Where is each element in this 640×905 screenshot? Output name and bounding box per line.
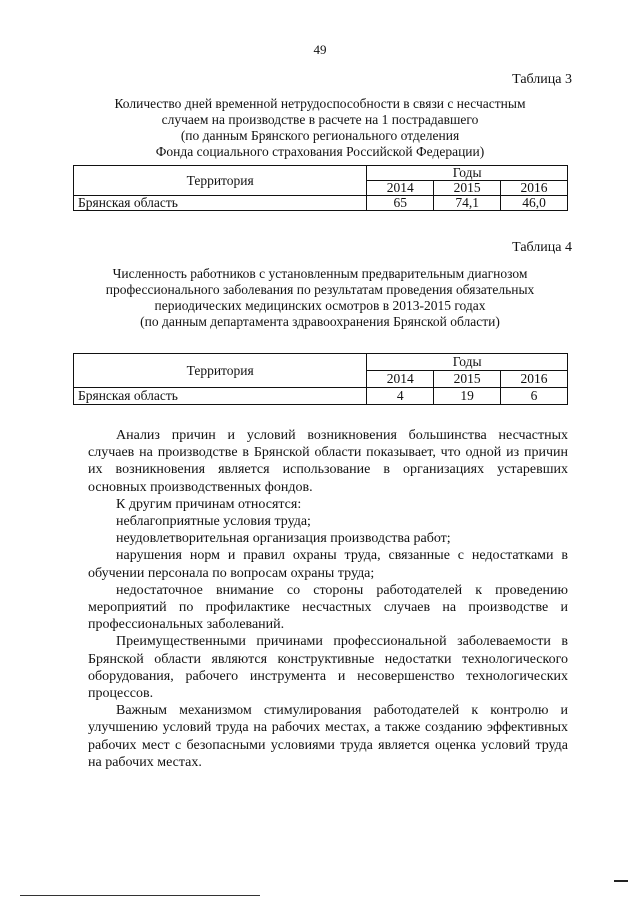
header-year: 2015 (434, 371, 501, 388)
paragraph: Важным механизмом стимулирования работодателей к контролю и улучшению условий труда на рабочих местах, а также созданию эффективных рабочих мест с безопасными условиями труда является оценка условий труда на рабочих местах. (88, 703, 568, 770)
table-row (74, 388, 568, 405)
list-item: неудовлетворительная организация производства работ; (116, 531, 451, 547)
header-year: 2015 (434, 181, 501, 196)
header-year: 2014 (367, 181, 434, 196)
table-3-caption (70, 96, 570, 160)
table-3 (73, 165, 568, 211)
header-year: 2016 (501, 371, 568, 388)
table-4-label: Таблица 4 (512, 240, 572, 255)
row-value: 46,0 (501, 196, 568, 211)
row-value: 6 (501, 388, 568, 405)
table-row (74, 196, 568, 211)
row-territory: Брянская область (74, 196, 367, 211)
footer-divider (20, 895, 260, 896)
list-item: неблагоприятные условия труда; (116, 514, 311, 530)
edge-mark (614, 880, 628, 882)
row-territory: Брянская область (74, 388, 367, 405)
header-territory: Территория (74, 166, 367, 196)
caption-line: (по данным Брянского регионального отделения (180, 128, 460, 143)
table-3-label: Таблица 3 (512, 72, 572, 87)
row-value: 4 (367, 388, 434, 405)
paragraph: Анализ причин и условий возникновения большинства несчастных случаев на производстве в Брянской области показывает, что одной из причин их возникновения является использование в организациях устаревших основных производственных фондов. (88, 428, 568, 495)
list-item: нарушения норм и правил охраны труда, связанные с недостатками в обучении персонала по вопросам охраны труда; (88, 548, 568, 581)
caption-line: профессионального заболевания по результатам проведения обязательных (105, 282, 535, 297)
caption-line: Фонда социального страхования Российской Федерации) (155, 144, 485, 159)
header-territory: Территория (74, 354, 367, 388)
header-year: 2014 (367, 371, 434, 388)
paragraph: К другим причинам относятся: (116, 496, 302, 512)
caption-line: Количество дней временной нетрудоспособности в связи с несчастным (114, 96, 526, 111)
table-4 (73, 353, 568, 405)
header-years: Годы (367, 354, 568, 371)
caption-line: Численность работников с установленным предварительным диагнозом (112, 266, 528, 281)
row-value: 65 (367, 196, 434, 211)
body-text (88, 427, 568, 771)
caption-line: случаем на производстве в расчете на 1 пострадавшего (161, 112, 479, 127)
header-year: 2016 (501, 181, 568, 196)
row-value: 19 (434, 388, 501, 405)
caption-line: (по данным департамента здравоохранения Брянской области) (140, 314, 500, 329)
row-value: 74,1 (434, 196, 501, 211)
paragraph: Преимущественными причинами профессиональной заболеваемости в Брянской области являются конструктивные недостатки технологического оборудования, рабочего инструмента и несовершенство технологических процессов. (88, 634, 568, 702)
header-years: Годы (367, 166, 568, 181)
page-number: 49 (313, 42, 327, 57)
list-item: недостаточное внимание со стороны работодателей к проведению мероприятий по профилактике несчастных случаев на производстве и профессиональных заболеваний. (88, 582, 568, 633)
caption-line: периодических медицинских осмотров в 2013-2015 годах (154, 298, 486, 313)
table-4-caption (70, 266, 570, 330)
